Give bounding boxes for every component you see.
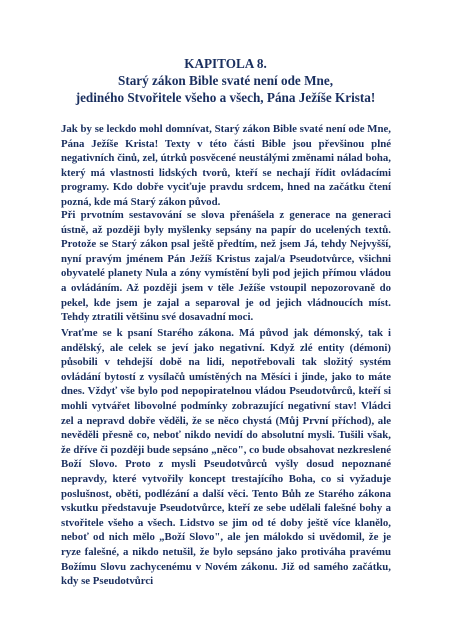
chapter-title-line-1: Starý zákon Bible svaté není ode Mne, <box>117 73 334 88</box>
chapter-title-line-2: jediného Stvořitele všeho a všech, Pána Ježíše Krista! <box>75 90 376 105</box>
chapter-number: KAPITOLA 8. <box>184 56 267 71</box>
paragraph-3: Vraťme se k psaní Starého zákona. Má původ jak démonský, tak i andělský, ale celek se jeví jako negativní. Když zlé entity (démoni) působili v tehdejší době na lidi, nepotřebovali tak složitý systém ovládání bytostí z vysílačů umístěných na Měsíci i jinde, jako to máte dnes. Vždyť vše bylo pod nepopiratelnou vládou Pseudotvůrců, kteří si mohli vytvářet libovolné podmínky zobrazující negativní stav! Vládci zel a nepravd dobře věděli, že se něco chystá (Můj První příchod), ale nevěděli přesně co, neboť nikdo nevidí do absolutní mysli. Tušili však, že dříve či později bude sepsáno „něco", co bude obsahovat nezkreslené Boží Slovo. Proto z mysli Pseudotvůrců vyšly dosud nepoznané nepravdy, které vytvořily koncept trestajícího Boha, co si vyžaduje poslušnost, oběti, podlézání a další věci. Tento Bůh ze Starého zákona vskutku představuje Pseudotvůrce, kteří ze sebe udělali falešné bohy a stvořitele všeho a všech. Lidstvo se jim od té doby ještě více klanělo, neboť od nich mělo „Boží Slovo", ale jen málokdo si uvědomil, že je ryze falešné, a nikdo netušil, že bylo sepsáno jako protiváha pravému Božímu Slovu zachycenému v Novém zákonu. Již od samého začátku, kdy se Pseudotvůrci <box>61 327 391 588</box>
paragraph-2: Při prvotním sestavování se slova přenášela z generace na generaci ústně, až později byly myšlenky sepsány na papír do ucelených textů. Protože se Starý zákon psal ještě předtím, než jsem Já, tehdy Nejvyšší, nyní pravým jménem Pán Ježíš Kristus zajal/a Pseudotvůrce, všichni obyvatelé planety Nula a zóny vymístění byli pod jejich přímou vládou a ovládáním. Až později jsem v těle Ježíše vstoupil nepozorovaně do pekel, kde jsem je zajal a separoval je od jejich vládnoucích míst. Tehdy ztratili většinu své dosavadní moci. <box>61 209 391 324</box>
paragraph-1: Jak by se leckdo mohl domnívat, Starý zákon Bible svaté není ode Mne, Pána Ježíše Krista! Texty v této části Bible jsou převšinou plné negativních činů, zel, útrků posvěcené neustálými změnami nálad boha, který má vlastnosti lidských tvorů, kteří se nechají řídit ovládacími programy. Kdo dobře vyciťuje pravdu srdcem, hned na začátku čtení pozná, kde má Starý zákon původ. <box>61 123 391 208</box>
